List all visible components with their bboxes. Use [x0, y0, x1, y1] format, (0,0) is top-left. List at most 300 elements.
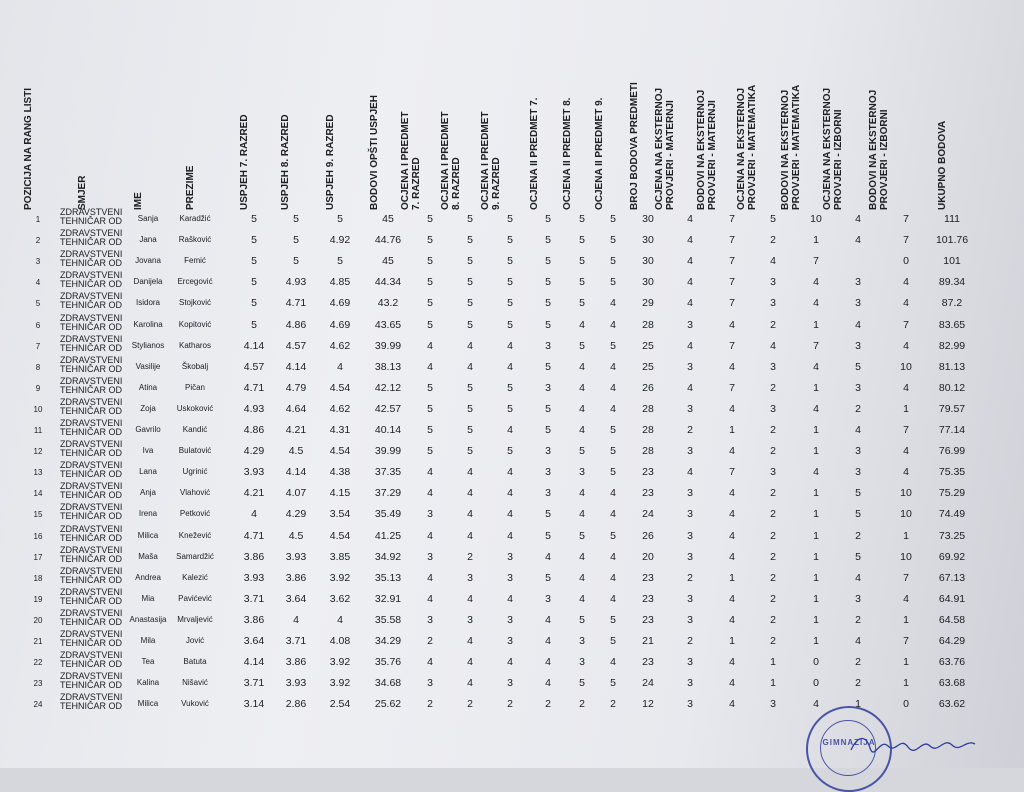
value-cell: 3 — [545, 381, 551, 394]
value-cell: 3 — [579, 656, 585, 669]
smjer-cell: ZDRAVSTVENI TEHNIČAR OD — [60, 418, 123, 437]
value-cell: 5 — [579, 613, 585, 626]
first-name-cell: Anastasija — [129, 614, 167, 624]
value-cell: 2 — [770, 592, 776, 605]
value-cell: 77.14 — [938, 424, 966, 436]
value-cell: 5 — [467, 276, 473, 289]
last-name-cell: Petković — [179, 509, 211, 519]
last-name-cell: Jović — [185, 636, 205, 645]
column-header: OCJENA NA EKSTERNOJ PROVJERI - MATEMATIKA — [736, 84, 758, 210]
value-cell: 3.93 — [285, 550, 307, 563]
value-cell: 28 — [642, 402, 654, 415]
value-cell: 3 — [545, 445, 551, 458]
last-name-cell: Uskoković — [176, 403, 214, 413]
value-cell: 5 — [293, 234, 299, 247]
value-cell: 5 — [579, 297, 585, 310]
value-cell: 28 — [642, 318, 654, 331]
value-cell: 26 — [642, 529, 654, 542]
value-cell: 3 — [687, 360, 693, 373]
value-cell: 101.76 — [935, 234, 969, 247]
value-cell: 0 — [813, 677, 819, 690]
value-cell: 3 — [687, 402, 693, 415]
value-cell: 1 — [813, 550, 819, 563]
value-cell: 2 — [770, 635, 776, 647]
value-cell: 4 — [507, 487, 513, 500]
column-header: OCJENA NA EKSTERNOJ PROVJERI - IZBORNI — [822, 87, 844, 210]
value-cell: 3.64 — [243, 635, 265, 647]
value-cell: 0 — [813, 656, 819, 669]
value-cell: 1 — [813, 592, 819, 605]
smjer-cell: ZDRAVSTVENI TEHNIČAR OD — [60, 312, 123, 332]
value-cell: 4 — [903, 276, 909, 289]
value-cell: 7 — [903, 213, 909, 225]
value-cell: 3 — [507, 550, 513, 563]
smjer-cell: ZDRAVSTVENI TEHNIČAR OD — [60, 565, 123, 585]
value-cell: 4 — [251, 508, 257, 521]
value-cell: 5 — [507, 318, 513, 331]
smjer-cell: ZDRAVSTVENI TEHNIČAR OD — [60, 629, 123, 648]
rank-cell: 14 — [33, 489, 43, 499]
value-cell: 2 — [687, 424, 693, 436]
column-header: BODOVI OPŠTI USPJEH — [369, 94, 380, 210]
value-cell: 24 — [642, 508, 654, 521]
value-cell: 3 — [770, 360, 776, 373]
smjer-cell: ZDRAVSTVENI TEHNIČAR OD — [60, 375, 123, 395]
value-cell: 39.99 — [374, 445, 402, 458]
value-cell: 4 — [467, 487, 473, 500]
value-cell: 5 — [467, 381, 473, 394]
value-cell: 4 — [467, 339, 473, 352]
column-header: BODOVI NA EKSTERNOJ PROVJERI - MATEMATIKA — [780, 84, 802, 210]
value-cell: 5 — [610, 466, 616, 479]
value-cell: 7 — [729, 381, 735, 394]
value-cell: 5 — [610, 677, 616, 690]
value-cell: 4 — [467, 677, 473, 690]
value-cell: 2 — [855, 613, 861, 626]
value-cell: 4 — [610, 381, 616, 394]
last-name-cell: Mrvaljević — [177, 614, 213, 624]
value-cell: 5 — [467, 255, 473, 268]
value-cell: 2 — [855, 677, 861, 690]
value-cell: 7 — [903, 234, 909, 247]
first-name-cell: Maša — [138, 551, 158, 561]
value-cell: 82.99 — [938, 339, 966, 352]
value-cell: 4.62 — [329, 339, 351, 352]
value-cell: 80.12 — [938, 381, 966, 394]
rank-cell: 22 — [33, 658, 43, 668]
value-cell: 3 — [507, 571, 513, 584]
value-cell: 5 — [427, 234, 433, 247]
value-cell: 3 — [579, 466, 585, 479]
value-cell: 3 — [855, 381, 861, 394]
first-name-cell: Karolina — [133, 319, 163, 329]
column-header: SMJER — [77, 175, 88, 210]
value-cell: 4.29 — [285, 508, 307, 521]
column-header: OCJENA II PREDMET 9. — [594, 97, 605, 210]
value-cell: 1 — [813, 635, 819, 647]
value-cell: 7 — [729, 234, 735, 247]
value-cell: 5 — [545, 424, 551, 436]
value-cell: 7 — [903, 635, 909, 647]
value-cell: 4 — [507, 592, 513, 605]
rank-cell: 10 — [33, 404, 43, 414]
value-cell: 2 — [770, 529, 776, 542]
first-name-cell: Isidora — [135, 298, 161, 308]
value-cell: 4 — [855, 571, 861, 584]
value-cell: 4 — [545, 550, 551, 563]
value-cell: 41.25 — [374, 529, 402, 542]
value-cell: 4 — [507, 508, 513, 521]
value-cell: 26 — [642, 381, 654, 394]
value-cell: 4 — [903, 592, 909, 605]
value-cell: 3 — [507, 613, 513, 626]
value-cell: 4 — [729, 677, 735, 690]
column-header: OCJENA I PREDMET 7. RAZRED — [400, 111, 422, 210]
column-header: UKUPNO BODOVA — [937, 120, 948, 210]
first-name-cell: Mia — [141, 593, 155, 603]
value-cell: 3.93 — [243, 571, 265, 584]
smjer-cell: ZDRAVSTVENI TEHNIČAR OD — [60, 502, 123, 522]
value-cell: 23 — [642, 571, 654, 584]
value-cell: 64.29 — [938, 635, 966, 647]
value-cell: 3.54 — [329, 508, 351, 521]
value-cell: 5 — [545, 297, 551, 310]
last-name-cell: Stojković — [178, 298, 212, 308]
value-cell: 4 — [610, 656, 616, 669]
value-cell: 4 — [579, 424, 585, 436]
value-cell: 3.71 — [285, 635, 307, 647]
value-cell: 4.64 — [285, 402, 307, 415]
first-name-cell: Kalina — [136, 678, 160, 688]
value-cell: 1 — [813, 571, 819, 584]
value-cell: 3.86 — [285, 656, 307, 669]
smjer-cell: ZDRAVSTVENI TEHNIČAR OD — [60, 607, 123, 627]
value-cell: 5 — [770, 213, 776, 225]
value-cell: 5 — [579, 234, 585, 247]
column-header: OCJENA NA EKSTERNOJ PROVJERI - MATERNJI — [654, 87, 676, 210]
value-cell: 5 — [507, 213, 513, 225]
value-cell: 1 — [770, 677, 776, 690]
value-cell: 4.93 — [243, 402, 265, 415]
first-name-cell: Irena — [138, 509, 158, 519]
value-cell: 3 — [770, 297, 776, 310]
value-cell: 3.86 — [243, 613, 265, 626]
column-header: BODOVI NA EKSTERNOJ PROVJERI - MATERNJI — [696, 89, 718, 210]
value-cell: 4 — [467, 656, 473, 669]
value-cell: 2 — [687, 571, 693, 584]
value-cell: 1 — [903, 613, 909, 626]
value-cell: 4 — [729, 592, 735, 605]
value-cell: 5 — [337, 213, 343, 225]
value-cell: 5 — [610, 529, 616, 542]
value-cell: 2 — [855, 529, 861, 542]
first-name-cell: Milica — [137, 699, 159, 709]
value-cell: 4 — [687, 255, 693, 268]
smjer-cell: ZDRAVSTVENI TEHNIČAR OD — [60, 481, 123, 501]
table-row — [0, 630, 1024, 652]
value-cell: 7 — [729, 297, 735, 310]
value-cell: 4 — [467, 360, 473, 373]
value-cell: 5 — [467, 213, 473, 225]
table-row — [0, 377, 1024, 399]
table-row — [0, 314, 1024, 336]
value-cell: 101 — [943, 255, 961, 268]
value-cell: 87.2 — [941, 297, 963, 310]
value-cell: 4 — [579, 360, 585, 373]
value-cell: 4 — [427, 571, 433, 584]
value-cell: 4 — [729, 656, 735, 669]
value-cell: 5 — [251, 276, 257, 289]
value-cell: 5 — [579, 529, 585, 542]
value-cell: 5 — [545, 529, 551, 542]
value-cell: 4.54 — [329, 381, 351, 394]
value-cell: 3 — [687, 698, 693, 711]
table-row — [0, 356, 1024, 378]
value-cell: 5 — [855, 550, 861, 563]
rank-cell: 19 — [33, 594, 43, 604]
value-cell: 0 — [903, 255, 909, 268]
table-row — [0, 672, 1024, 694]
value-cell: 4 — [467, 635, 473, 647]
value-cell: 4 — [293, 613, 299, 626]
value-cell: 4 — [427, 529, 433, 542]
value-cell: 5 — [251, 255, 257, 268]
column-header: USPJEH 9. RAZRED — [325, 114, 336, 210]
value-cell: 1 — [813, 234, 819, 247]
value-cell: 3 — [855, 276, 861, 289]
value-cell: 2 — [687, 635, 693, 647]
last-name-cell: Rašković — [178, 235, 212, 245]
value-cell: 1 — [813, 445, 819, 458]
first-name-cell: Iva — [142, 446, 154, 456]
value-cell: 10 — [900, 508, 912, 521]
value-cell: 40.14 — [374, 424, 402, 436]
value-cell: 5 — [427, 213, 433, 225]
value-cell: 1 — [770, 656, 776, 669]
value-cell: 25.62 — [374, 698, 402, 711]
value-cell: 4.14 — [285, 360, 307, 373]
value-cell: 76.99 — [938, 445, 966, 458]
value-cell: 4.14 — [243, 656, 265, 669]
value-cell: 4 — [579, 592, 585, 605]
value-cell: 3.71 — [243, 592, 265, 605]
column-header: USPJEH 8. RAZRED — [280, 114, 291, 210]
value-cell: 5 — [427, 318, 433, 331]
value-cell: 3.86 — [285, 571, 307, 584]
value-cell: 3 — [770, 402, 776, 415]
signature — [848, 730, 978, 758]
value-cell: 1 — [813, 613, 819, 626]
value-cell: 5 — [507, 297, 513, 310]
table-row — [0, 588, 1024, 610]
value-cell: 3 — [467, 571, 473, 584]
value-cell: 5 — [610, 234, 616, 247]
value-cell: 4.69 — [329, 297, 351, 310]
value-cell: 4 — [610, 592, 616, 605]
first-name-cell: Jana — [139, 235, 157, 245]
value-cell: 5 — [579, 213, 585, 225]
rank-cell: 9 — [35, 383, 41, 393]
value-cell: 2 — [770, 318, 776, 331]
value-cell: 5 — [467, 445, 473, 458]
value-cell: 21 — [642, 635, 654, 647]
value-cell: 4 — [903, 466, 909, 479]
value-cell: 4 — [610, 508, 616, 521]
value-cell: 4.21 — [243, 487, 265, 500]
value-cell: 5 — [427, 381, 433, 394]
value-cell: 75.29 — [938, 487, 966, 500]
value-cell: 4.14 — [285, 466, 307, 479]
value-cell: 3 — [687, 318, 693, 331]
value-cell: 4 — [507, 466, 513, 479]
value-cell: 4 — [610, 571, 616, 584]
column-header: IME — [133, 192, 144, 210]
value-cell: 43.65 — [374, 318, 402, 331]
value-cell: 3 — [855, 592, 861, 605]
value-cell: 5 — [545, 508, 551, 521]
value-cell: 5 — [579, 445, 585, 458]
value-cell: 7 — [903, 424, 909, 436]
value-cell: 64.58 — [938, 613, 966, 626]
smjer-cell: ZDRAVSTVENI TEHNIČAR OD — [60, 439, 123, 459]
value-cell: 4 — [579, 318, 585, 331]
value-cell: 5 — [507, 402, 513, 415]
table-row — [0, 609, 1024, 631]
value-cell: 3 — [770, 276, 776, 289]
last-name-cell: Ercegović — [177, 277, 213, 287]
value-cell: 4 — [855, 234, 861, 247]
table-row — [0, 271, 1024, 293]
value-cell: 4 — [427, 339, 433, 352]
smjer-cell: ZDRAVSTVENI TEHNIČAR OD — [60, 249, 123, 269]
value-cell: 5 — [545, 234, 551, 247]
value-cell: 4 — [729, 445, 735, 458]
table-row — [0, 208, 1024, 230]
smjer-cell: ZDRAVSTVENI TEHNIČAR OD — [60, 586, 123, 606]
value-cell: 4 — [337, 613, 343, 626]
value-cell: 4 — [507, 360, 513, 373]
value-cell: 4 — [813, 402, 819, 415]
first-name-cell: Jovana — [135, 256, 161, 266]
value-cell: 10 — [900, 360, 912, 373]
value-cell: 7 — [813, 339, 819, 352]
first-name-cell: Anja — [139, 488, 157, 498]
value-cell: 111 — [944, 213, 960, 225]
value-cell: 23 — [642, 656, 654, 669]
value-cell: 4.86 — [285, 318, 307, 331]
value-cell: 3 — [687, 508, 693, 521]
value-cell: 4 — [610, 550, 616, 563]
value-cell: 7 — [903, 571, 909, 584]
value-cell: 1 — [903, 402, 909, 415]
value-cell: 3 — [770, 698, 776, 711]
value-cell: 2 — [855, 656, 861, 669]
value-cell: 4.85 — [329, 276, 351, 289]
value-cell: 1 — [903, 529, 909, 542]
value-cell: 5 — [545, 213, 551, 225]
value-cell: 4 — [545, 677, 551, 690]
value-cell: 3 — [545, 339, 551, 352]
value-cell: 5 — [545, 255, 551, 268]
value-cell: 5 — [610, 339, 616, 352]
value-cell: 3.85 — [329, 550, 351, 563]
value-cell: 5 — [545, 402, 551, 415]
value-cell: 2 — [545, 698, 551, 711]
value-cell: 10 — [810, 213, 822, 225]
value-cell: 5 — [507, 381, 513, 394]
first-name-cell: Tea — [141, 657, 155, 667]
value-cell: 5 — [610, 424, 616, 436]
value-cell: 5 — [467, 234, 473, 247]
value-cell: 28 — [642, 445, 654, 458]
table-row — [0, 567, 1024, 589]
value-cell: 4 — [687, 466, 693, 479]
value-cell: 5 — [610, 613, 616, 626]
value-cell: 64.91 — [938, 592, 966, 605]
value-cell: 1 — [903, 677, 909, 690]
first-name-cell: Mila — [140, 636, 156, 645]
value-cell: 5 — [293, 213, 299, 225]
value-cell: 23 — [642, 487, 654, 500]
value-cell: 4.07 — [285, 487, 307, 500]
value-cell: 2 — [770, 381, 776, 394]
value-cell: 7 — [729, 339, 735, 352]
last-name-cell: Kopitović — [178, 319, 212, 329]
value-cell: 5 — [855, 508, 861, 521]
value-cell: 4 — [855, 424, 861, 436]
value-cell: 1 — [813, 508, 819, 521]
value-cell: 2 — [579, 698, 585, 711]
last-name-cell: Femić — [184, 256, 206, 266]
value-cell: 2.86 — [285, 698, 307, 711]
value-cell: 63.68 — [938, 677, 966, 690]
value-cell: 4 — [855, 213, 861, 225]
table-row — [0, 250, 1024, 272]
value-cell: 25 — [642, 339, 654, 352]
value-cell: 5 — [610, 445, 616, 458]
value-cell: 38.13 — [374, 360, 402, 373]
rank-cell: 1 — [35, 215, 41, 224]
value-cell: 7 — [729, 255, 735, 268]
table-row — [0, 482, 1024, 504]
value-cell: 12 — [642, 698, 654, 711]
value-cell: 5 — [427, 424, 433, 436]
value-cell: 4 — [610, 487, 616, 500]
value-cell: 4 — [610, 297, 616, 310]
value-cell: 4 — [507, 529, 513, 542]
last-name-cell: Knežević — [178, 530, 212, 540]
value-cell: 5 — [251, 297, 257, 310]
smjer-cell: ZDRAVSTVENI TEHNIČAR OD — [60, 671, 123, 691]
rank-cell: 18 — [33, 573, 43, 583]
value-cell: 10 — [900, 550, 912, 563]
value-cell: 5 — [855, 360, 861, 373]
value-cell: 2 — [610, 698, 616, 711]
value-cell: 5 — [545, 276, 551, 289]
value-cell: 4 — [729, 402, 735, 415]
column-header: OCJENA I PREDMET 8. RAZRED — [440, 111, 462, 210]
value-cell: 4.29 — [243, 445, 265, 458]
smjer-cell: ZDRAVSTVENI TEHNIČAR OD — [60, 270, 123, 290]
value-cell: 2 — [467, 698, 473, 711]
first-name-cell: Gavrilo — [135, 425, 161, 434]
value-cell: 81.13 — [938, 360, 966, 373]
value-cell: 2 — [467, 550, 473, 563]
value-cell: 3.64 — [285, 592, 307, 605]
value-cell: 44.76 — [374, 234, 402, 247]
value-cell: 2 — [770, 550, 776, 563]
value-cell: 4 — [610, 402, 616, 415]
